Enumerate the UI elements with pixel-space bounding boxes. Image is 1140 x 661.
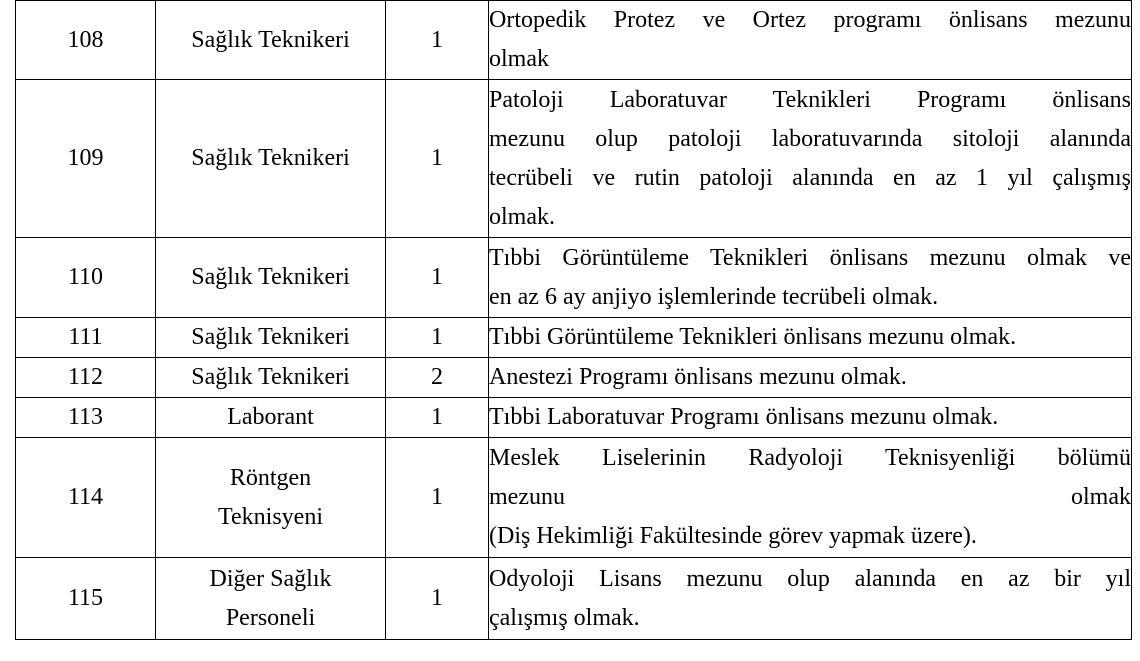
position-count: 1 (386, 438, 489, 558)
position-requirements (489, 1, 1132, 80)
position-count: 1 (386, 398, 489, 438)
position-title-line: Personeli (225, 604, 316, 631)
position-requirements (489, 318, 1132, 358)
position-count: 1 (386, 318, 489, 358)
position-number: 112 (16, 358, 156, 398)
position-title-line: Sağlık Teknikeri (191, 364, 350, 390)
position-count: 1 (386, 1, 489, 80)
requirement-line: (Diş Hekimliği Fakültesinde görev yapmak üzere). (489, 523, 977, 549)
requirement-line: olmak. (489, 203, 555, 230)
position-title (156, 238, 386, 318)
table-row (16, 238, 1132, 318)
requirement-line: Patoloji Laboratuvar Teknikleri Programı önlisans (489, 86, 1131, 113)
position-title (156, 80, 386, 238)
position-title-line: Teknisyeni (218, 503, 323, 530)
position-title-line: Röntgen (229, 464, 312, 491)
requirement-line: olmak (489, 46, 549, 72)
position-number: 109 (16, 80, 156, 238)
requirement-line: Meslek Liselerinin Radyoloji Teknisyenliği bölümü (489, 445, 1131, 471)
requirement-line: Tıbbi Laboratuvar Programı önlisans mezunu olmak. (489, 404, 999, 430)
position-title-line: Sağlık Teknikeri (191, 26, 350, 53)
position-count: 1 (386, 558, 489, 640)
position-requirements (489, 358, 1132, 398)
position-title-line: Sağlık Teknikeri (191, 324, 350, 350)
position-title (156, 318, 386, 358)
position-title-line: Sağlık Teknikeri (191, 145, 350, 171)
position-number: 110 (16, 238, 156, 318)
table-row (16, 1, 1132, 80)
requirement-line: mezunu olmak (489, 484, 1131, 510)
position-requirements (489, 238, 1132, 318)
position-count: 1 (386, 238, 489, 318)
requirement-line: Tıbbi Görüntüleme Teknikleri önlisans mezunu olmak. (489, 324, 1017, 350)
position-requirements (489, 438, 1132, 558)
position-number: 111 (16, 318, 156, 358)
position-title (156, 398, 386, 438)
table-row (16, 318, 1132, 358)
position-title (156, 438, 386, 558)
position-requirements (489, 80, 1132, 238)
position-title-line: Laborant (227, 404, 314, 430)
requirement-line: tecrübeli ve rutin patoloji alanında en az 1 yıl çalışmış (489, 164, 1131, 191)
requirement-line: Odyoloji Lisans mezunu olup alanında en az bir yıl (489, 565, 1131, 592)
requirement-line: Ortopedik Protez ve Ortez programı önlisans mezunu (489, 7, 1131, 33)
position-number: 113 (16, 398, 156, 438)
table-body (16, 1, 1132, 640)
table-row (16, 558, 1132, 640)
position-count: 1 (386, 80, 489, 238)
table-row (16, 358, 1132, 398)
position-title-line: Sağlık Teknikeri (191, 264, 350, 290)
table-row (16, 80, 1132, 238)
requirement-line: Anestezi Programı önlisans mezunu olmak. (489, 364, 907, 390)
position-count: 2 (386, 358, 489, 398)
position-number: 114 (16, 438, 156, 558)
position-title-line: Diğer Sağlık (209, 565, 332, 592)
requirement-line: Tıbbi Görüntüleme Teknikleri önlisans mezunu olmak ve (489, 244, 1131, 271)
position-title (156, 558, 386, 640)
table-row (16, 438, 1132, 558)
requirement-line: mezunu olup patoloji laboratuvarında sitoloji alanında (489, 125, 1131, 152)
requirement-line: en az 6 ay anjiyo işlemlerinde tecrübeli olmak. (489, 283, 939, 310)
position-title (156, 1, 386, 80)
position-requirements (489, 558, 1132, 640)
position-title (156, 358, 386, 398)
position-number: 115 (16, 558, 156, 640)
position-requirements (489, 398, 1132, 438)
table-row (16, 398, 1132, 438)
position-number: 108 (16, 1, 156, 80)
requirement-line: çalışmış olmak. (489, 604, 640, 631)
staff-positions-table (15, 0, 1132, 640)
